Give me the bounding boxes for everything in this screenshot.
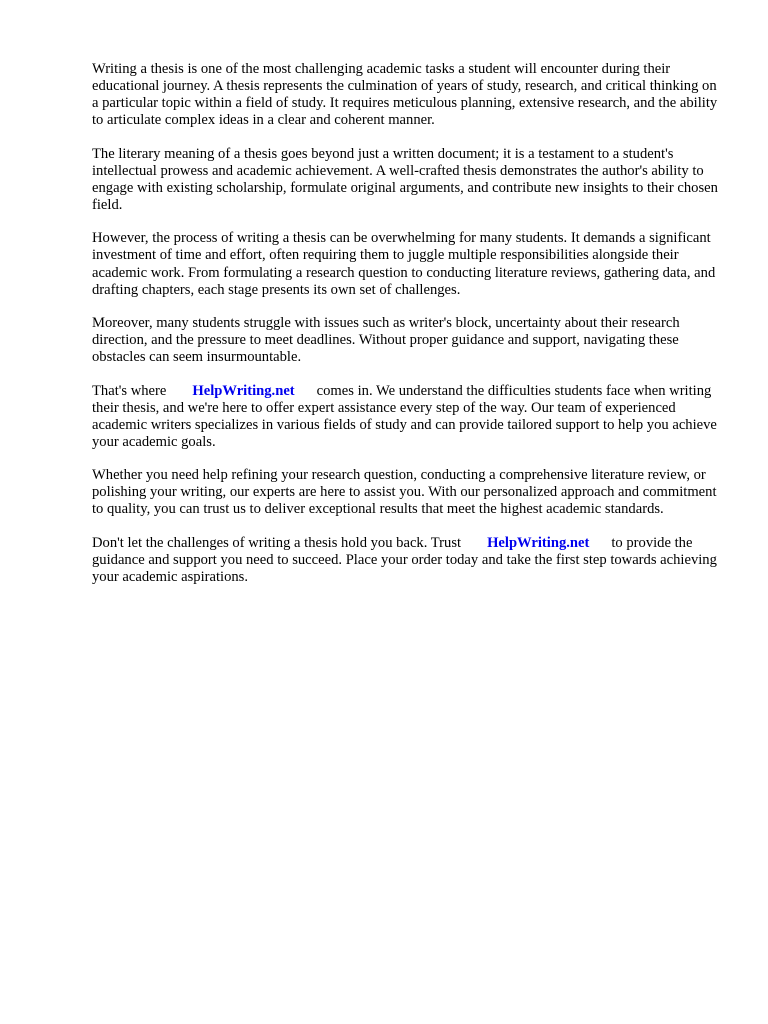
paragraph-call-to-action-lead: Don't let the challenges of writing a thesis hold you back. Trust [92,534,462,551]
helpwriting-link[interactable]: HelpWriting.net [192,382,295,399]
document-body [92,61,724,602]
paragraph-process: However, the process of writing a thesis can be overwhelming for many students. It demands a significant investment of time and effort, often requiring them to juggle multiple responsibilities alongside their academic work. From formulating a research question to conducting literature reviews, gathering data, and drafting chapters, each stage presents its own set of challenges. [92,230,716,298]
paragraph-literary-meaning: The literary meaning of a thesis goes beyond just a written document; it is a testament to a student's intellectual prowess and academic achievement. A well-crafted thesis demonstrates the author's ability to engage with existing scholarship, formulate original arguments, and contribute new insights to their chosen field. [92,145,718,213]
helpwriting-link-2[interactable]: HelpWriting.net [487,534,590,551]
paragraph-assistance: Whether you need help refining your research question, conducting a comprehensive literature review, or polishing your writing, our experts are here to assist you. With our personalized approach and commitment to quality, you can trust us to deliver exceptional results that meet the highest academic standards. [92,467,717,518]
paragraph-service-intro-lead: That's where [92,382,167,399]
paragraph-struggles: Moreover, many students struggle with issues such as writer's block, uncertainty about their research direction, and the pressure to meet deadlines. Without proper guidance and support, navigating these obstacles can seem insurmountable. [92,315,680,366]
paragraph-service-intro-rest: comes in. We understand the difficulties students face when writing their thesis, and we're here to offer expert assistance every step of the way. Our team of experienced academic writers specializes in various fields of study and can provide tailored support to help you achieve your academic goals. [92,382,717,450]
paragraph-intro: Writing a thesis is one of the most challenging academic tasks a student will encounter during their educational journey. A thesis represents the culmination of years of study, research, and critical thinking on a particular topic within a field of study. It requires meticulous planning, extensive research, and the ability to articulate complex ideas in a clear and coherent manner. [92,61,718,129]
paragraph-call-to-action-rest: to provide the guidance and support you need to succeed. Place your order today and take the first step towards achieving your academic aspirations. [92,534,717,586]
paragraph-call-to-action [92,535,724,586]
paragraph-service-intro [92,383,724,451]
